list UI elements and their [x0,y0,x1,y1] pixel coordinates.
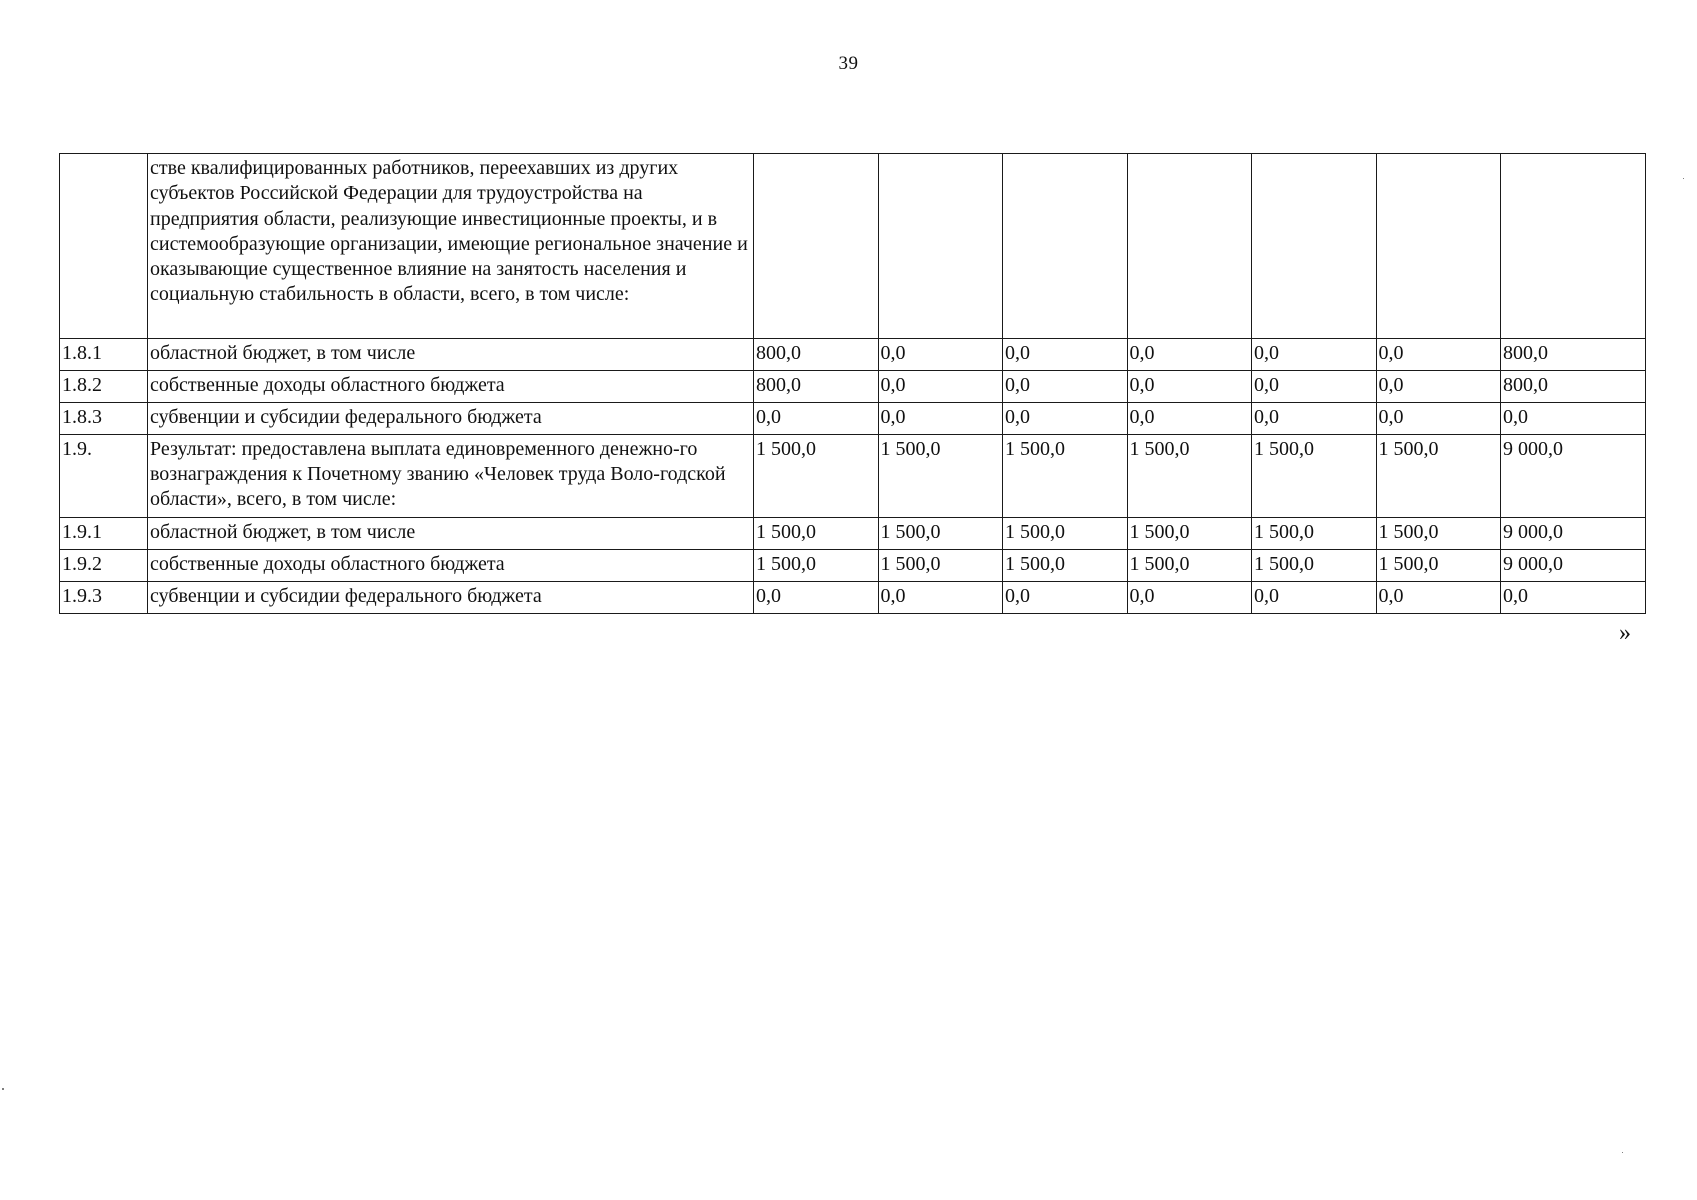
value-cell: 0,0 [878,371,1003,403]
value-cell: 1 500,0 [1003,435,1128,518]
value-cell: 1 500,0 [1376,518,1501,550]
value-cell: 0,0 [878,403,1003,435]
row-code [60,154,148,339]
row-description: Результат: предоставлена выплата единовременного денежно-го вознаграждения к Почетному званию «Человек труда Воло-годской области», всего, в том числе: [148,435,754,518]
value-cell [1252,154,1377,339]
value-cell: 1 500,0 [1003,518,1128,550]
value-cell: 0,0 [754,403,879,435]
value-cell: 1 500,0 [1127,435,1252,518]
table-row [60,550,1646,582]
value-cell: 800,0 [1501,371,1646,403]
value-cell: 0,0 [1252,582,1377,614]
value-cell: 0,0 [1501,403,1646,435]
budget-table [59,153,1646,614]
row-code: 1.9.2 [60,550,148,582]
row-code: 1.8.3 [60,403,148,435]
value-cell: 1 500,0 [1376,550,1501,582]
value-cell [878,154,1003,339]
row-code: 1.8.2 [60,371,148,403]
value-cell [1376,154,1501,339]
table-row [60,371,1646,403]
row-code: 1.8.1 [60,339,148,371]
value-cell [1127,154,1252,339]
value-cell: 0,0 [1376,582,1501,614]
value-cell: 0,0 [1127,339,1252,371]
scan-speck [1622,1152,1623,1153]
row-description: собственные доходы областного бюджета [148,371,754,403]
value-cell: 1 500,0 [878,435,1003,518]
table-row [60,154,1646,339]
value-cell: 1 500,0 [1252,518,1377,550]
row-code: 1.9.1 [60,518,148,550]
value-cell: 0,0 [1252,371,1377,403]
value-cell: 800,0 [1501,339,1646,371]
value-cell: 1 500,0 [1127,518,1252,550]
value-cell: 0,0 [1003,371,1128,403]
value-cell: 1 500,0 [1003,550,1128,582]
value-cell: 800,0 [754,339,879,371]
value-cell: 1 500,0 [878,550,1003,582]
table-row [60,403,1646,435]
page-number: 39 [838,53,859,74]
value-cell: 1 500,0 [754,518,879,550]
value-cell: 0,0 [1376,403,1501,435]
table-row [60,582,1646,614]
row-description: стве квалифицированных работников, переехавших из других субъектов Российской Федерации для трудоустройства на предприятия области, реализующие инвестиционные проекты, и в системообразующие организации, имеющие региональное значение и оказывающие существенное влияние на занятость населения и социальную стабильность в области, всего, в том числе: [148,154,754,339]
value-cell: 800,0 [754,371,879,403]
value-cell: 1 500,0 [1252,435,1377,518]
value-cell: 0,0 [1127,403,1252,435]
row-code: 1.9.3 [60,582,148,614]
row-description: субвенции и субсидии федерального бюджета [148,582,754,614]
value-cell: 0,0 [1003,582,1128,614]
value-cell [754,154,879,339]
value-cell: 1 500,0 [1252,550,1377,582]
value-cell: 0,0 [1376,371,1501,403]
value-cell: 0,0 [1003,403,1128,435]
value-cell: 0,0 [1127,582,1252,614]
value-cell: 9 000,0 [1501,518,1646,550]
value-cell: 0,0 [878,582,1003,614]
value-cell: 0,0 [754,582,879,614]
value-cell: 0,0 [1003,339,1128,371]
value-cell: 0,0 [1376,339,1501,371]
value-cell: 0,0 [1252,403,1377,435]
closing-quote: » [1619,620,1631,646]
row-description: областной бюджет, в том числе [148,518,754,550]
value-cell [1003,154,1128,339]
value-cell: 0,0 [1252,339,1377,371]
row-description: собственные доходы областного бюджета [148,550,754,582]
scan-speck [2,1088,4,1090]
value-cell: 9 000,0 [1501,435,1646,518]
value-cell: 0,0 [1501,582,1646,614]
value-cell: 1 500,0 [1127,550,1252,582]
row-description: субвенции и субсидии федерального бюджета [148,403,754,435]
value-cell: 1 500,0 [754,435,879,518]
table-row [60,339,1646,371]
value-cell: 1 500,0 [1376,435,1501,518]
value-cell: 9 000,0 [1501,550,1646,582]
value-cell: 1 500,0 [878,518,1003,550]
table-row [60,435,1646,518]
value-cell: 1 500,0 [754,550,879,582]
row-code: 1.9. [60,435,148,518]
value-cell: 0,0 [1127,371,1252,403]
row-description: областной бюджет, в том числе [148,339,754,371]
value-cell: 0,0 [878,339,1003,371]
value-cell [1501,154,1646,339]
table-row [60,518,1646,550]
scan-speck [1683,178,1684,179]
